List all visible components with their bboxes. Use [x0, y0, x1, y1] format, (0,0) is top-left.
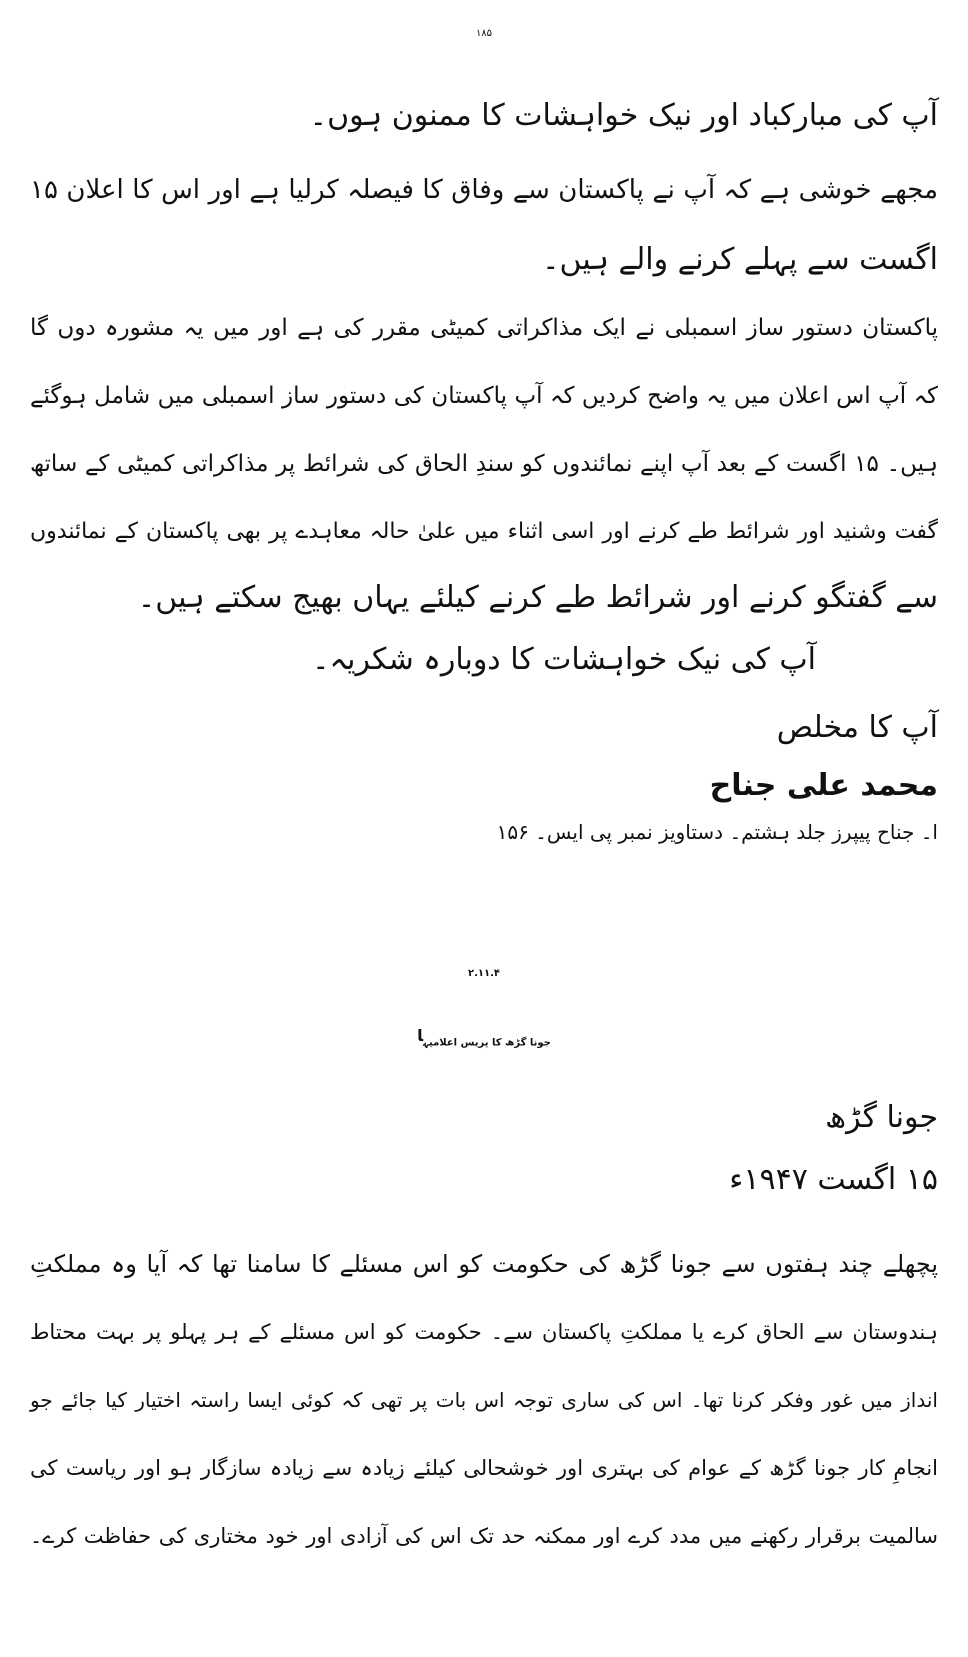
- section-title-footnote-marker: ا: [417, 1026, 424, 1045]
- dateline-date: ۱۵ اگست ۱۹۴۷ء: [729, 1162, 938, 1197]
- letter-line-8: سے گفتگو کرنے اور شرائط طے کرنے کیلئے یہاں بھیج سکتے ہیں۔: [137, 580, 938, 615]
- letter-line-5: کہ آپ اس اعلان میں یہ واضح کردیں کہ آپ پاکستان کی دستور ساز اسمبلی میں شامل ہوگئے: [30, 383, 938, 409]
- body-line-1: پچھلے چند ہفتوں سے جونا گڑھ کی حکومت کو اس مسئلے کا سامنا تھا کہ آیا وہ مملکتِ: [30, 1250, 938, 1278]
- body-line-3: انداز میں غور وفکر کرنا تھا۔ اس کی ساری توجہ اس بات پر تھی کہ کوئی ایسا راستہ اختیار کیا جائے جو: [30, 1388, 938, 1412]
- letter-line-3: اگست سے پہلے کرنے والے ہیں۔: [541, 242, 938, 277]
- body-line-5: سالمیت برقرار رکھنے میں مدد کرے اور ممکنہ حد تک اس کی آزادی اور خود مختاری کی حفاظت کرے۔: [30, 1524, 938, 1548]
- dateline-place: جونا گڑھ: [825, 1100, 938, 1135]
- section-number: ۲.۱۱.۴: [467, 968, 500, 979]
- body-line-4: انجامِ کار جونا گڑھ کے عوام کی بہتری اور خوشحالی کیلئے زیادہ سے زیادہ سازگار ہو اور ریاست کی: [30, 1456, 938, 1480]
- letter-closing: آپ کا مخلص: [776, 710, 938, 745]
- letter-line-7: گفت وشنید اور شرائط طے کرنے اور اسی اثناء میں علیٰ حالہ معاہدے پر بھی پاکستان کے نمائندوں: [30, 519, 938, 544]
- letter-line-4: پاکستان دستور ساز اسمبلی نے ایک مذاکراتی کمیٹی مقرر کی ہے اور میں یہ مشورہ دوں گا: [30, 315, 938, 341]
- footnote: ا۔ جناح پیپرز جلد ہشتم۔ دستاویز نمبر پی ایس۔ ۱۵۶: [496, 820, 938, 844]
- section-title: [0, 1016, 968, 1063]
- letter-line-2: مجھے خوشی ہے کہ آپ نے پاکستان سے وفاق کا فیصلہ کرلیا ہے اور اس کا اعلان ۱۵: [30, 175, 938, 205]
- page-number: ۱۸۵: [475, 28, 493, 39]
- letter-line-1: آپ کی مبارکباد اور نیک خواہشات کا ممنون ہوں۔: [309, 98, 938, 133]
- body-line-2: ہندوستان سے الحاق کرے یا مملکتِ پاکستان سے۔ حکومت کو اس مسئلے کے ہر پہلو پر بہت محتاط: [30, 1320, 938, 1344]
- section-title-text: جونا گڑھ کا پریس اعلامیہ: [423, 1037, 551, 1049]
- letter-signature: محمد علی جناح: [709, 768, 938, 803]
- letter-line-6: ہیں۔ ۱۵ اگست کے بعد آپ اپنے نمائندوں کو سندِ الحاق کی شرائط پر مذاکراتی کمیٹی کے ساتھ: [30, 451, 938, 477]
- letter-line-9: آپ کی نیک خواہشات کا دوبارہ شکریہ۔: [311, 642, 816, 677]
